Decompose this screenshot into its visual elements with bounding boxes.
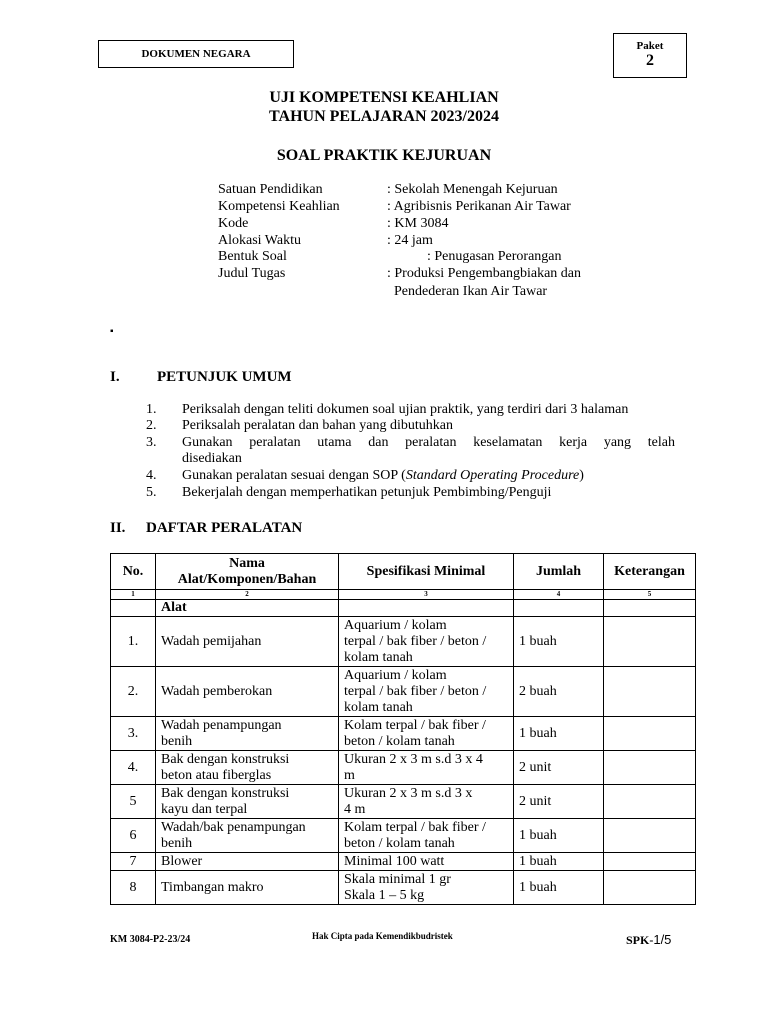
row-spesifikasi bbox=[339, 871, 514, 905]
row-nama-line: Wadah pemberokan bbox=[161, 683, 273, 699]
footer-code: KM 3084-P2-23/24 bbox=[110, 934, 191, 945]
row-spesifikasi bbox=[339, 751, 514, 785]
info-label-kompetensi: Kompetensi Keahlian bbox=[218, 199, 340, 214]
paket-box bbox=[613, 33, 687, 78]
row-number: 6 bbox=[111, 819, 156, 853]
row-nama bbox=[156, 751, 339, 785]
group-spek-cell bbox=[339, 600, 514, 617]
bullet-marker: ▪ bbox=[110, 326, 114, 337]
row-spek-line: Skala 1 – 5 kg bbox=[344, 887, 425, 903]
header-nama-line2: Alat/Komponen/Bahan bbox=[177, 571, 317, 587]
info-label-bentuk: Bentuk Soal bbox=[218, 249, 287, 264]
row-spesifikasi bbox=[339, 617, 514, 667]
row-spesifikasi bbox=[339, 785, 514, 819]
row-spesifikasi bbox=[339, 819, 514, 853]
column-number-row bbox=[111, 590, 696, 600]
col-number-3: 3 bbox=[339, 590, 514, 600]
info-value-bentuk: : Penugasan Perorangan bbox=[427, 249, 562, 264]
row-nama-line: benih bbox=[161, 733, 193, 749]
row-spek-line: Kolam terpal / bak fiber / bbox=[344, 819, 486, 835]
row-nama-line: beton atau fiberglas bbox=[161, 767, 272, 783]
row-keterangan bbox=[604, 667, 696, 717]
info-value-kompetensi: : Agribisnis Perikanan Air Tawar bbox=[387, 199, 571, 214]
row-nama bbox=[156, 853, 339, 871]
table-row bbox=[111, 871, 696, 905]
row-nama-line: kayu dan terpal bbox=[161, 801, 248, 817]
row-jumlah: 1 buah bbox=[514, 617, 604, 667]
footer-copyright: Hak Cipta pada Kemendikbudristek bbox=[312, 931, 453, 941]
table-row bbox=[111, 667, 696, 717]
section-2-number: II. bbox=[110, 520, 126, 536]
row-spek-line: m bbox=[344, 767, 355, 783]
row-number: 7 bbox=[111, 853, 156, 871]
row-nama-line: Bak dengan konstruksi bbox=[161, 785, 290, 801]
instruction-3-text: Gunakan peralatan utama dan peralatan keselamatan kerja yang telah bbox=[182, 435, 675, 450]
document-classification-box bbox=[98, 40, 294, 68]
title-line-2: TAHUN PELAJARAN 2023/2024 bbox=[269, 108, 499, 125]
instruction-4-text-post: ) bbox=[579, 468, 584, 483]
row-keterangan bbox=[604, 617, 696, 667]
instruction-3-text-line2: disediakan bbox=[182, 451, 242, 466]
row-jumlah: 1 buah bbox=[514, 819, 604, 853]
section-1-title: PETUNJUK UMUM bbox=[157, 369, 292, 385]
row-keterangan bbox=[604, 717, 696, 751]
info-value-satuan: : Sekolah Menengah Kejuruan bbox=[387, 182, 558, 197]
row-nama-line: Wadah penampungan bbox=[161, 717, 282, 733]
row-spesifikasi bbox=[339, 717, 514, 751]
row-jumlah: 2 unit bbox=[514, 785, 604, 819]
row-spek-line: beton / kolam tanah bbox=[344, 733, 455, 749]
row-nama-line: benih bbox=[161, 835, 193, 851]
row-spek-line: Aquarium / kolam bbox=[344, 617, 447, 633]
footer-page-number: 1/5 bbox=[653, 932, 672, 947]
row-spek-line: Aquarium / kolam bbox=[344, 667, 447, 683]
row-number: 1. bbox=[111, 617, 156, 667]
instruction-2-number: 2. bbox=[146, 418, 157, 433]
row-nama-line: Timbangan makro bbox=[161, 879, 264, 895]
header-jumlah: Jumlah bbox=[514, 554, 604, 590]
table-row bbox=[111, 819, 696, 853]
row-nama-line: Blower bbox=[161, 853, 203, 869]
row-nama-line: Bak dengan konstruksi bbox=[161, 751, 290, 767]
instruction-4-number: 4. bbox=[146, 468, 157, 483]
info-label-satuan: Satuan Pendidikan bbox=[218, 182, 323, 197]
instruction-5-text: Bekerjalah dengan memperhatikan petunjuk Pembimbing/Penguji bbox=[182, 485, 552, 500]
instruction-1-number: 1. bbox=[146, 402, 157, 417]
title-line-1: UJI KOMPETENSI KEAHLIAN bbox=[269, 89, 499, 106]
row-spek-line: kolam tanah bbox=[344, 649, 413, 665]
info-value-alokasi: : 24 jam bbox=[387, 233, 433, 248]
header-spesifikasi: Spesifikasi Minimal bbox=[339, 554, 514, 590]
header-keterangan: Keterangan bbox=[604, 554, 696, 590]
instruction-3-number: 3. bbox=[146, 435, 157, 450]
row-nama bbox=[156, 871, 339, 905]
table-row bbox=[111, 717, 696, 751]
col-number-2: 2 bbox=[156, 590, 339, 600]
col-number-1: 1 bbox=[111, 590, 156, 600]
row-number: 2. bbox=[111, 667, 156, 717]
info-value-judul-line2: Pendederan Ikan Air Tawar bbox=[394, 284, 548, 299]
row-spek-line: terpal / bak fiber / beton / bbox=[344, 683, 487, 699]
header-no: No. bbox=[111, 554, 156, 590]
group-ket-cell bbox=[604, 600, 696, 617]
row-keterangan bbox=[604, 785, 696, 819]
header-nama-line1: Nama bbox=[229, 555, 265, 571]
row-keterangan bbox=[604, 853, 696, 871]
row-jumlah: 2 buah bbox=[514, 667, 604, 717]
row-spek-line: Kolam terpal / bak fiber / bbox=[344, 717, 486, 733]
header-nama bbox=[156, 554, 339, 590]
row-spek-line: kolam tanah bbox=[344, 699, 413, 715]
row-keterangan bbox=[604, 751, 696, 785]
row-nama bbox=[156, 819, 339, 853]
instruction-5-number: 5. bbox=[146, 485, 157, 500]
row-nama bbox=[156, 667, 339, 717]
instruction-4-text-pre: Gunakan peralatan sesuai dengan SOP ( bbox=[182, 468, 406, 483]
row-jumlah: 1 buah bbox=[514, 871, 604, 905]
title-line-3: SOAL PRAKTIK KEJURUAN bbox=[276, 147, 492, 164]
row-keterangan bbox=[604, 871, 696, 905]
row-nama bbox=[156, 785, 339, 819]
row-keterangan bbox=[604, 819, 696, 853]
paket-label: Paket bbox=[636, 40, 664, 52]
instruction-1-text: Periksalah dengan teliti dokumen soal ujian praktik, yang terdiri dari 3 halaman bbox=[182, 402, 629, 417]
row-jumlah: 1 buah bbox=[514, 717, 604, 751]
instruction-2-text: Periksalah peralatan dan bahan yang dibutuhkan bbox=[182, 418, 453, 433]
group-label: Alat bbox=[156, 600, 339, 617]
footer-page bbox=[626, 932, 671, 948]
table-row bbox=[111, 751, 696, 785]
info-label-kode: Kode bbox=[218, 216, 249, 231]
row-spek-line: Skala minimal 1 gr bbox=[344, 871, 451, 887]
section-1-number: I. bbox=[110, 369, 120, 385]
row-spek-line: Minimal 100 watt bbox=[344, 853, 445, 869]
row-number: 4. bbox=[111, 751, 156, 785]
row-jumlah: 2 unit bbox=[514, 751, 604, 785]
group-row bbox=[111, 600, 696, 617]
row-nama-line: Wadah/bak penampungan bbox=[161, 819, 306, 835]
info-value-kode: : KM 3084 bbox=[387, 216, 449, 231]
group-jumlah-cell bbox=[514, 600, 604, 617]
row-spek-line: beton / kolam tanah bbox=[344, 835, 455, 851]
instruction-4-text-italic: Standard Operating Procedure bbox=[405, 468, 580, 483]
table-row bbox=[111, 853, 696, 871]
col-number-4: 4 bbox=[514, 590, 604, 600]
equipment-table bbox=[110, 553, 696, 905]
row-number: 5 bbox=[111, 785, 156, 819]
row-spesifikasi bbox=[339, 853, 514, 871]
table-row bbox=[111, 785, 696, 819]
row-nama bbox=[156, 717, 339, 751]
footer-page-prefix: SPK- bbox=[626, 933, 654, 947]
col-number-5: 5 bbox=[604, 590, 696, 600]
row-jumlah: 1 buah bbox=[514, 853, 604, 871]
row-spek-line: terpal / bak fiber / beton / bbox=[344, 633, 487, 649]
table-row bbox=[111, 617, 696, 667]
row-number: 8 bbox=[111, 871, 156, 905]
paket-number: 2 bbox=[646, 52, 654, 69]
row-spesifikasi bbox=[339, 667, 514, 717]
row-nama bbox=[156, 617, 339, 667]
table-header-row bbox=[111, 554, 696, 590]
row-spek-line: Ukuran 2 x 3 m s.d 3 x bbox=[344, 785, 473, 801]
section-2-title: DAFTAR PERALATAN bbox=[146, 520, 303, 536]
info-label-judul: Judul Tugas bbox=[218, 266, 286, 281]
row-spek-line: Ukuran 2 x 3 m s.d 3 x 4 bbox=[344, 751, 483, 767]
group-no-cell bbox=[111, 600, 156, 617]
instruction-4-text bbox=[182, 468, 675, 484]
document-classification-label: DOKUMEN NEGARA bbox=[141, 48, 251, 60]
row-nama-line: Wadah pemijahan bbox=[161, 633, 262, 649]
info-value-judul: : Produksi Pengembangbiakan dan bbox=[387, 266, 582, 281]
info-label-alokasi: Alokasi Waktu bbox=[218, 233, 301, 248]
row-number: 3. bbox=[111, 717, 156, 751]
row-spek-line: 4 m bbox=[344, 801, 366, 817]
